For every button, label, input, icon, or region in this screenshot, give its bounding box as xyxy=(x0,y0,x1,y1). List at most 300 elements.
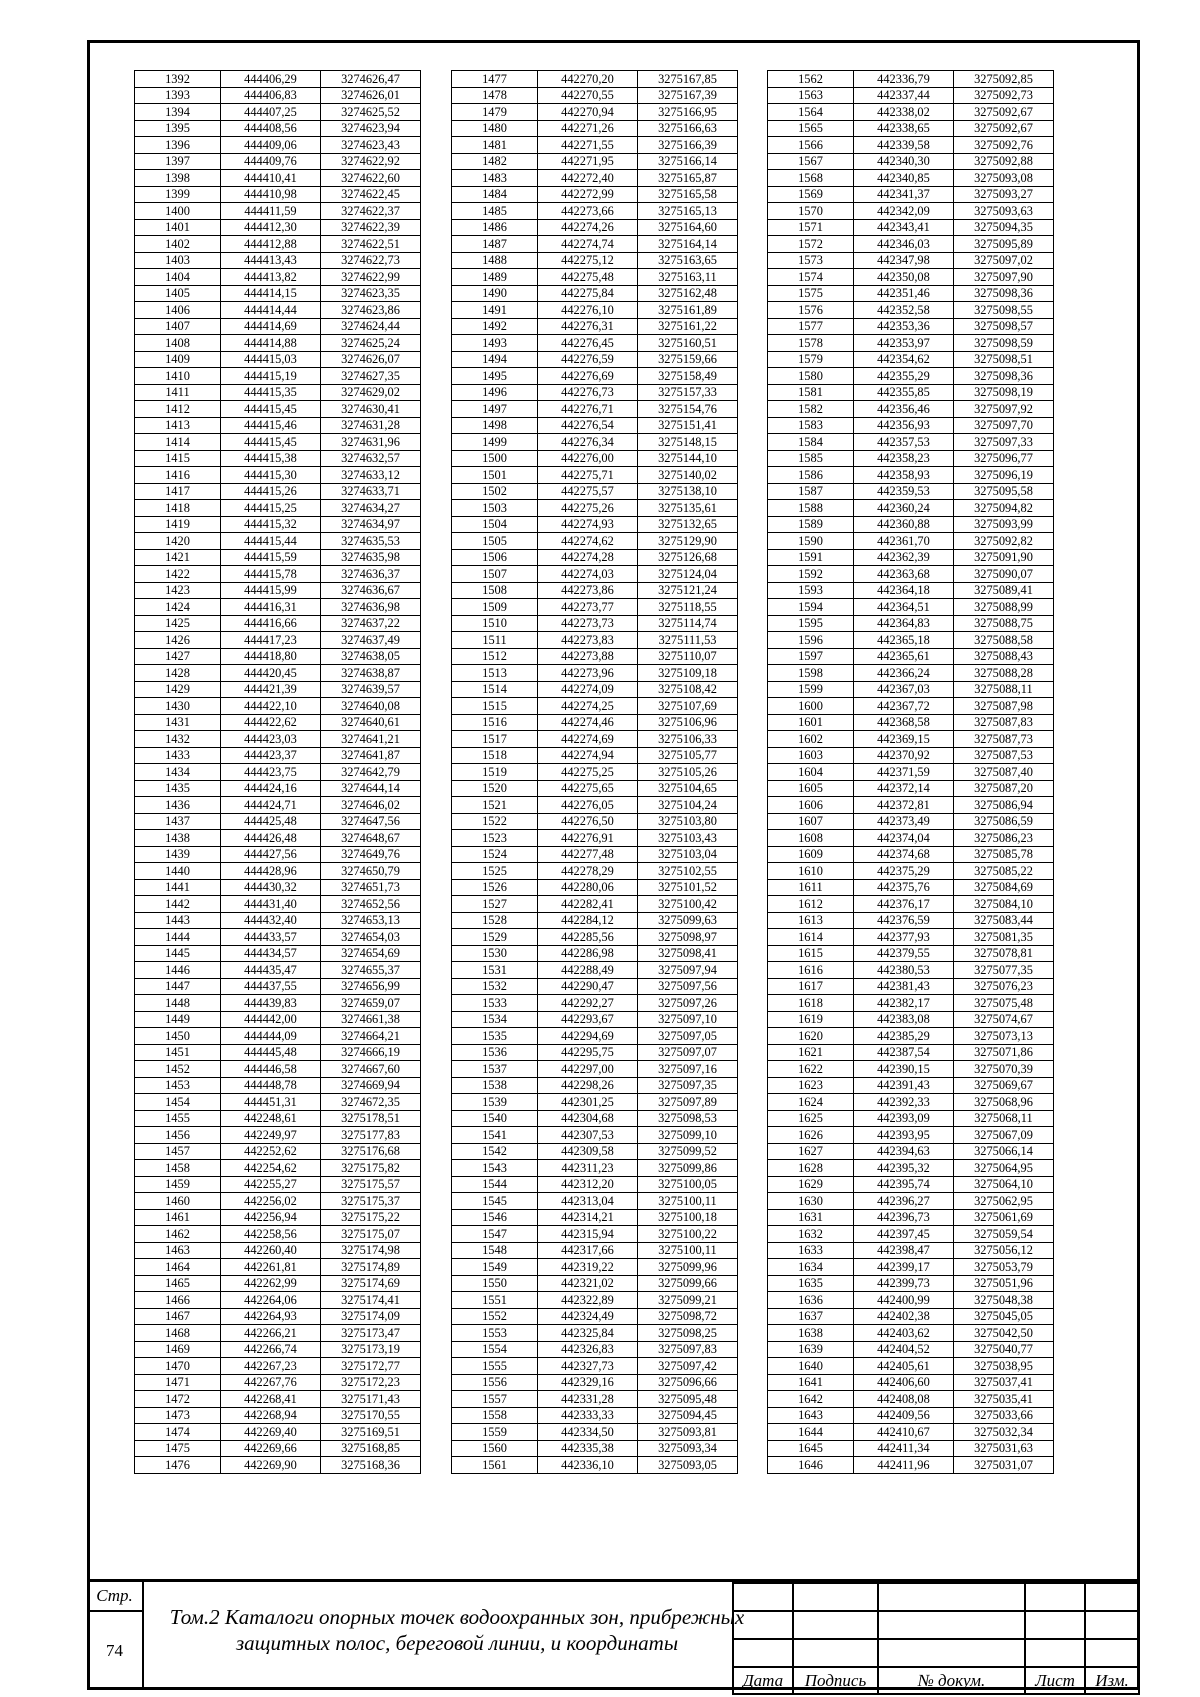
coord-x: 442365,61 xyxy=(854,648,954,665)
coord-y: 3275100,05 xyxy=(638,1176,738,1193)
coord-x: 442273,73 xyxy=(538,615,638,632)
point-number: 1615 xyxy=(768,945,854,962)
table-row xyxy=(452,1440,738,1457)
coord-y: 3274659,07 xyxy=(321,995,421,1012)
coord-y: 3275087,83 xyxy=(954,714,1054,731)
coord-y: 3275078,81 xyxy=(954,945,1054,962)
coord-x: 442276,73 xyxy=(538,384,638,401)
table-row xyxy=(768,467,1054,484)
coord-x: 442276,69 xyxy=(538,368,638,385)
point-number: 1443 xyxy=(135,912,221,929)
coord-y: 3274636,37 xyxy=(321,566,421,583)
coord-y: 3275106,96 xyxy=(638,714,738,731)
coord-y: 3275093,27 xyxy=(954,186,1054,203)
table-row xyxy=(768,434,1054,451)
coord-y: 3275096,77 xyxy=(954,450,1054,467)
coord-y: 3274625,52 xyxy=(321,104,421,121)
coord-x: 442376,59 xyxy=(854,912,954,929)
coord-x: 442255,27 xyxy=(221,1176,321,1193)
table-row xyxy=(452,599,738,616)
coord-y: 3275075,48 xyxy=(954,995,1054,1012)
table-row xyxy=(768,1275,1054,1292)
point-number: 1449 xyxy=(135,1011,221,1028)
coord-y: 3274623,86 xyxy=(321,302,421,319)
point-number: 1581 xyxy=(768,384,854,401)
coord-x: 442307,53 xyxy=(538,1127,638,1144)
point-number: 1610 xyxy=(768,863,854,880)
table-row xyxy=(452,1209,738,1226)
point-number: 1530 xyxy=(452,945,538,962)
coord-y: 3274644,14 xyxy=(321,780,421,797)
coord-y: 3275097,70 xyxy=(954,417,1054,434)
table-row xyxy=(135,1325,421,1342)
coord-x: 442337,44 xyxy=(854,87,954,104)
coord-x: 442353,36 xyxy=(854,318,954,335)
coord-y: 3274651,73 xyxy=(321,879,421,896)
coord-y: 3274635,98 xyxy=(321,549,421,566)
coord-y: 3275097,83 xyxy=(638,1341,738,1358)
coord-y: 3275084,10 xyxy=(954,896,1054,913)
document-title: Том.2 Каталоги опорных точек водоохранных зон, прибрежных защитных полос, береговой линии, и координаты xyxy=(169,1605,745,1655)
coord-x: 442350,08 xyxy=(854,269,954,286)
coord-y: 3274634,97 xyxy=(321,516,421,533)
point-number: 1617 xyxy=(768,978,854,995)
point-number: 1616 xyxy=(768,962,854,979)
coord-y: 3275163,11 xyxy=(638,269,738,286)
point-number: 1567 xyxy=(768,153,854,170)
table-row xyxy=(135,269,421,286)
point-number: 1477 xyxy=(452,71,538,88)
table-row xyxy=(452,929,738,946)
point-number: 1440 xyxy=(135,863,221,880)
coord-y: 3275095,89 xyxy=(954,236,1054,253)
coord-y: 3275175,07 xyxy=(321,1226,421,1243)
point-number: 1490 xyxy=(452,285,538,302)
page-number: 74 xyxy=(87,1612,144,1690)
coord-x: 442387,54 xyxy=(854,1044,954,1061)
coord-x: 442379,55 xyxy=(854,945,954,962)
table-row xyxy=(768,285,1054,302)
table-row xyxy=(768,797,1054,814)
revision-row xyxy=(733,1583,1139,1611)
table-row xyxy=(768,582,1054,599)
coord-x: 442249,97 xyxy=(221,1127,321,1144)
coord-y: 3275169,51 xyxy=(321,1424,421,1441)
table-row xyxy=(768,1374,1054,1391)
coord-y: 3275092,76 xyxy=(954,137,1054,154)
table-row xyxy=(135,318,421,335)
coord-x: 442273,86 xyxy=(538,582,638,599)
point-number: 1539 xyxy=(452,1094,538,1111)
coord-x: 442380,53 xyxy=(854,962,954,979)
point-number: 1410 xyxy=(135,368,221,385)
point-number: 1454 xyxy=(135,1094,221,1111)
table-row xyxy=(452,879,738,896)
point-number: 1636 xyxy=(768,1292,854,1309)
coord-y: 3275114,74 xyxy=(638,615,738,632)
table-row xyxy=(452,566,738,583)
point-number: 1417 xyxy=(135,483,221,500)
table-row xyxy=(452,203,738,220)
coord-y: 3275100,11 xyxy=(638,1193,738,1210)
point-number: 1531 xyxy=(452,962,538,979)
table-row xyxy=(135,731,421,748)
coord-x: 444451,31 xyxy=(221,1094,321,1111)
point-number: 1583 xyxy=(768,417,854,434)
point-number: 1447 xyxy=(135,978,221,995)
table-row xyxy=(452,236,738,253)
coord-x: 442276,50 xyxy=(538,813,638,830)
coord-y: 3275086,59 xyxy=(954,813,1054,830)
table-row xyxy=(452,1391,738,1408)
table-row xyxy=(768,170,1054,187)
coord-y: 3275172,77 xyxy=(321,1358,421,1375)
table-row xyxy=(452,285,738,302)
point-number: 1532 xyxy=(452,978,538,995)
table-row xyxy=(768,120,1054,137)
coord-x: 442275,25 xyxy=(538,764,638,781)
table-row xyxy=(452,1341,738,1358)
point-number: 1473 xyxy=(135,1407,221,1424)
table-row xyxy=(768,516,1054,533)
coord-y: 3275168,36 xyxy=(321,1457,421,1474)
coord-y: 3275061,69 xyxy=(954,1209,1054,1226)
coord-x: 444431,40 xyxy=(221,896,321,913)
coord-y: 3275087,53 xyxy=(954,747,1054,764)
table-row xyxy=(452,1127,738,1144)
coord-x: 442273,77 xyxy=(538,599,638,616)
point-number: 1512 xyxy=(452,648,538,665)
table-row xyxy=(768,912,1054,929)
coord-y: 3275093,05 xyxy=(638,1457,738,1474)
coord-y: 3275177,83 xyxy=(321,1127,421,1144)
coord-x: 444415,25 xyxy=(221,500,321,517)
table-row xyxy=(135,582,421,599)
table-row xyxy=(452,120,738,137)
point-number: 1459 xyxy=(135,1176,221,1193)
point-number: 1484 xyxy=(452,186,538,203)
coord-y: 3275088,58 xyxy=(954,632,1054,649)
point-number: 1408 xyxy=(135,335,221,352)
table-row xyxy=(135,1077,421,1094)
point-number: 1439 xyxy=(135,846,221,863)
table-row xyxy=(452,137,738,154)
coord-y: 3274639,57 xyxy=(321,681,421,698)
coord-x: 442256,02 xyxy=(221,1193,321,1210)
coord-x: 444414,69 xyxy=(221,318,321,335)
coord-y: 3275170,55 xyxy=(321,1407,421,1424)
coord-x: 444423,37 xyxy=(221,747,321,764)
coordinates-table-1 xyxy=(134,70,421,1474)
revision-cell xyxy=(878,1611,1025,1639)
point-number: 1543 xyxy=(452,1160,538,1177)
coord-y: 3274623,35 xyxy=(321,285,421,302)
point-number: 1482 xyxy=(452,153,538,170)
coord-x: 442276,00 xyxy=(538,450,638,467)
coord-y: 3275164,60 xyxy=(638,219,738,236)
coord-x: 444414,15 xyxy=(221,285,321,302)
point-number: 1606 xyxy=(768,797,854,814)
table-row xyxy=(135,1259,421,1276)
coord-y: 3275163,65 xyxy=(638,252,738,269)
table-row xyxy=(135,120,421,137)
table-row xyxy=(768,830,1054,847)
point-number: 1466 xyxy=(135,1292,221,1309)
coord-x: 444424,71 xyxy=(221,797,321,814)
point-number: 1601 xyxy=(768,714,854,731)
coord-x: 442358,23 xyxy=(854,450,954,467)
coord-x: 442311,23 xyxy=(538,1160,638,1177)
coord-x: 444414,88 xyxy=(221,335,321,352)
coord-x: 444425,48 xyxy=(221,813,321,830)
coord-x: 442396,27 xyxy=(854,1193,954,1210)
table-row xyxy=(452,450,738,467)
coord-y: 3275101,52 xyxy=(638,879,738,896)
point-number: 1432 xyxy=(135,731,221,748)
coord-y: 3274636,67 xyxy=(321,582,421,599)
coord-x: 442343,41 xyxy=(854,219,954,236)
table-row xyxy=(135,1209,421,1226)
coord-x: 442321,02 xyxy=(538,1275,638,1292)
table-row xyxy=(135,203,421,220)
table-row xyxy=(452,830,738,847)
point-number: 1572 xyxy=(768,236,854,253)
point-number: 1468 xyxy=(135,1325,221,1342)
coord-x: 444444,09 xyxy=(221,1028,321,1045)
point-number: 1451 xyxy=(135,1044,221,1061)
coord-x: 442275,57 xyxy=(538,483,638,500)
coord-x: 444435,47 xyxy=(221,962,321,979)
table-row xyxy=(452,71,738,88)
coord-x: 442264,06 xyxy=(221,1292,321,1309)
sheet-header: Лист xyxy=(1025,1667,1085,1694)
coord-x: 442267,23 xyxy=(221,1358,321,1375)
table-row xyxy=(768,87,1054,104)
coord-x: 442275,12 xyxy=(538,252,638,269)
coord-y: 3275099,21 xyxy=(638,1292,738,1309)
table-row xyxy=(135,879,421,896)
point-number: 1442 xyxy=(135,896,221,913)
coord-x: 444448,78 xyxy=(221,1077,321,1094)
coord-x: 442274,28 xyxy=(538,549,638,566)
coord-y: 3274638,87 xyxy=(321,665,421,682)
coord-y: 3275097,02 xyxy=(954,252,1054,269)
table-row xyxy=(452,714,738,731)
point-number: 1546 xyxy=(452,1209,538,1226)
point-number: 1403 xyxy=(135,252,221,269)
coord-x: 442406,60 xyxy=(854,1374,954,1391)
coord-x: 442399,17 xyxy=(854,1259,954,1276)
point-number: 1608 xyxy=(768,830,854,847)
point-number: 1573 xyxy=(768,252,854,269)
coord-y: 3274652,56 xyxy=(321,896,421,913)
table-row xyxy=(452,483,738,500)
coord-x: 442274,46 xyxy=(538,714,638,731)
table-row xyxy=(135,236,421,253)
signature-header: Подпись xyxy=(793,1667,878,1694)
point-number: 1646 xyxy=(768,1457,854,1474)
table-row xyxy=(768,368,1054,385)
coord-y: 3275087,73 xyxy=(954,731,1054,748)
table-row xyxy=(768,236,1054,253)
coord-y: 3275031,63 xyxy=(954,1440,1054,1457)
table-row xyxy=(452,780,738,797)
table-row xyxy=(452,219,738,236)
point-number: 1476 xyxy=(135,1457,221,1474)
coord-y: 3275173,47 xyxy=(321,1325,421,1342)
coord-y: 3275097,94 xyxy=(638,962,738,979)
coord-x: 444408,56 xyxy=(221,120,321,137)
coord-x: 442353,97 xyxy=(854,335,954,352)
coord-y: 3275031,07 xyxy=(954,1457,1054,1474)
coord-y: 3275045,05 xyxy=(954,1308,1054,1325)
coord-y: 3275099,52 xyxy=(638,1143,738,1160)
point-number: 1611 xyxy=(768,879,854,896)
point-number: 1580 xyxy=(768,368,854,385)
table-row xyxy=(452,384,738,401)
coord-x: 444423,75 xyxy=(221,764,321,781)
coord-x: 442274,03 xyxy=(538,566,638,583)
coord-x: 442273,83 xyxy=(538,632,638,649)
table-row xyxy=(135,170,421,187)
point-number: 1614 xyxy=(768,929,854,946)
point-number: 1419 xyxy=(135,516,221,533)
coord-x: 444445,48 xyxy=(221,1044,321,1061)
coord-y: 3275165,58 xyxy=(638,186,738,203)
coord-x: 442276,31 xyxy=(538,318,638,335)
coord-y: 3274632,57 xyxy=(321,450,421,467)
table-row xyxy=(135,137,421,154)
coord-y: 3274622,45 xyxy=(321,186,421,203)
point-number: 1392 xyxy=(135,71,221,88)
table-row xyxy=(768,252,1054,269)
coord-y: 3275110,07 xyxy=(638,648,738,665)
coord-x: 442282,41 xyxy=(538,896,638,913)
coord-y: 3275174,89 xyxy=(321,1259,421,1276)
coord-y: 3275064,10 xyxy=(954,1176,1054,1193)
coord-y: 3275098,97 xyxy=(638,929,738,946)
coord-y: 3274630,41 xyxy=(321,401,421,418)
point-number: 1461 xyxy=(135,1209,221,1226)
coord-y: 3275085,78 xyxy=(954,846,1054,863)
coord-x: 444413,43 xyxy=(221,252,321,269)
table-row xyxy=(135,1292,421,1309)
coord-x: 442273,88 xyxy=(538,648,638,665)
table-row xyxy=(135,467,421,484)
point-number: 1603 xyxy=(768,747,854,764)
point-number: 1427 xyxy=(135,648,221,665)
point-number: 1596 xyxy=(768,632,854,649)
table-row xyxy=(768,137,1054,154)
point-number: 1506 xyxy=(452,549,538,566)
table-row xyxy=(452,1193,738,1210)
table-row xyxy=(135,450,421,467)
coord-x: 442277,48 xyxy=(538,846,638,863)
coord-y: 3275092,82 xyxy=(954,533,1054,550)
coord-y: 3275056,12 xyxy=(954,1242,1054,1259)
coord-y: 3275100,11 xyxy=(638,1242,738,1259)
point-number: 1554 xyxy=(452,1341,538,1358)
coord-x: 442405,61 xyxy=(854,1358,954,1375)
table-row xyxy=(768,417,1054,434)
table-row xyxy=(768,1176,1054,1193)
point-number: 1609 xyxy=(768,846,854,863)
coord-y: 3275091,90 xyxy=(954,549,1054,566)
coord-y: 3275140,02 xyxy=(638,467,738,484)
revision-cell xyxy=(733,1611,793,1639)
title-block xyxy=(87,1579,1140,1690)
coord-x: 444409,06 xyxy=(221,137,321,154)
point-number: 1560 xyxy=(452,1440,538,1457)
table-row xyxy=(452,648,738,665)
point-number: 1499 xyxy=(452,434,538,451)
coord-x: 442362,39 xyxy=(854,549,954,566)
table-row xyxy=(135,1160,421,1177)
point-number: 1634 xyxy=(768,1259,854,1276)
table-row xyxy=(768,71,1054,88)
coord-x: 442372,81 xyxy=(854,797,954,814)
coord-x: 442393,95 xyxy=(854,1127,954,1144)
coord-y: 3275148,15 xyxy=(638,434,738,451)
point-number: 1488 xyxy=(452,252,538,269)
revision-cell xyxy=(1085,1583,1139,1611)
point-number: 1479 xyxy=(452,104,538,121)
coord-x: 442364,18 xyxy=(854,582,954,599)
coord-x: 442304,68 xyxy=(538,1110,638,1127)
coord-y: 3275094,35 xyxy=(954,219,1054,236)
point-number: 1623 xyxy=(768,1077,854,1094)
coord-y: 3275070,39 xyxy=(954,1061,1054,1078)
table-row xyxy=(768,1209,1054,1226)
coord-x: 442292,27 xyxy=(538,995,638,1012)
point-number: 1398 xyxy=(135,170,221,187)
coord-x: 442297,00 xyxy=(538,1061,638,1078)
table-row xyxy=(768,1292,1054,1309)
coord-y: 3274672,35 xyxy=(321,1094,421,1111)
coord-x: 442286,98 xyxy=(538,945,638,962)
point-number: 1552 xyxy=(452,1308,538,1325)
table-row xyxy=(452,747,738,764)
table-row xyxy=(452,731,738,748)
table-row xyxy=(768,566,1054,583)
point-number: 1464 xyxy=(135,1259,221,1276)
coord-x: 442267,76 xyxy=(221,1374,321,1391)
coord-x: 444415,35 xyxy=(221,384,321,401)
coord-y: 3275109,18 xyxy=(638,665,738,682)
coord-y: 3275175,22 xyxy=(321,1209,421,1226)
point-number: 1627 xyxy=(768,1143,854,1160)
coord-y: 3275165,87 xyxy=(638,170,738,187)
coord-y: 3274637,49 xyxy=(321,632,421,649)
point-number: 1423 xyxy=(135,582,221,599)
coord-x: 444422,10 xyxy=(221,698,321,715)
point-number: 1481 xyxy=(452,137,538,154)
coord-x: 444417,23 xyxy=(221,632,321,649)
point-number: 1402 xyxy=(135,236,221,253)
coord-x: 442376,17 xyxy=(854,896,954,913)
coord-x: 442256,94 xyxy=(221,1209,321,1226)
table-row xyxy=(135,1127,421,1144)
coord-x: 442290,47 xyxy=(538,978,638,995)
table-row xyxy=(452,87,738,104)
coord-x: 442274,74 xyxy=(538,236,638,253)
table-row xyxy=(768,500,1054,517)
coord-y: 3275093,81 xyxy=(638,1424,738,1441)
table-row xyxy=(452,615,738,632)
table-row xyxy=(452,434,738,451)
point-number: 1625 xyxy=(768,1110,854,1127)
coord-x: 442358,93 xyxy=(854,467,954,484)
